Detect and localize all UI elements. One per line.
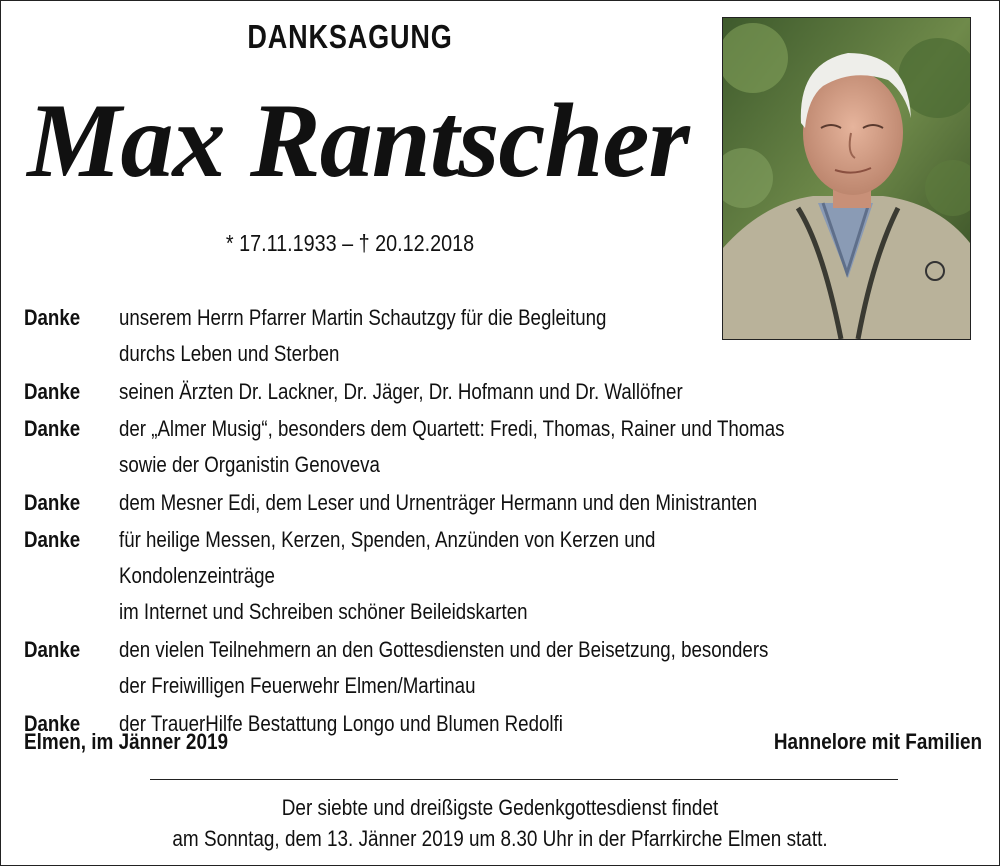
thanks-label: Danke — [24, 379, 81, 404]
thanks-item — [24, 374, 924, 410]
thanks-item — [24, 522, 924, 630]
notice-line: Der siebte und dreißigste Gedenkgottesdienst findet — [281, 795, 719, 820]
notice-line: am Sonntag, dem 13. Jänner 2019 um 8.30 Uhr in der Pfarrkirche Elmen statt. — [172, 826, 828, 851]
portrait-photo — [722, 17, 971, 340]
divider — [150, 779, 898, 780]
thanks-label: Danke — [24, 711, 81, 736]
thanks-label: Danke — [24, 637, 81, 662]
heading: DANKSAGUNG — [247, 18, 453, 55]
thanks-text: dem Mesner Edi, dem Leser und Urnenträger Hermann und den Ministranten — [119, 490, 758, 515]
thanks-text: für heilige Messen, Kerzen, Spenden, Anzünden von Kerzen und Kondolenzeinträge im Internet und Schreiben schöner Beileidskarten — [119, 527, 656, 624]
thanks-label: Danke — [24, 527, 81, 552]
thanks-label: Danke — [24, 416, 81, 441]
memorial-service-notice — [0, 792, 1000, 854]
thanks-list — [24, 300, 924, 743]
signature: Hannelore mit Familien — [773, 729, 982, 754]
thanks-label: Danke — [24, 490, 81, 515]
thanks-item — [24, 485, 924, 521]
thanks-item — [24, 411, 924, 483]
deceased-name: Max Rantscher — [27, 82, 689, 199]
thanks-item — [24, 632, 924, 704]
life-dates: * 17.11.1933 – † 20.12.2018 — [225, 230, 475, 256]
thanks-text: den vielen Teilnehmern an den Gottesdiensten und der Beisetzung, besonders der Freiwilligen Feuerwehr Elmen/Martinau — [119, 637, 769, 698]
place-date: Elmen, im Jänner 2019 — [24, 729, 229, 754]
thanks-text: seinen Ärzten Dr. Lackner, Dr. Jäger, Dr. Hofmann und Dr. Wallöfner — [119, 379, 683, 404]
thanks-label: Danke — [24, 305, 81, 330]
thanks-text: der „Almer Musig“, besonders dem Quartett: Fredi, Thomas, Rainer und Thomas sowie der Organistin Genoveva — [119, 416, 785, 477]
thanks-text: der TrauerHilfe Bestattung Longo und Blumen Redolfi — [119, 711, 563, 736]
thanks-item — [24, 300, 924, 372]
thanks-text: unserem Herrn Pfarrer Martin Schautzgy für die Begleitung durchs Leben und Sterben — [119, 305, 607, 366]
